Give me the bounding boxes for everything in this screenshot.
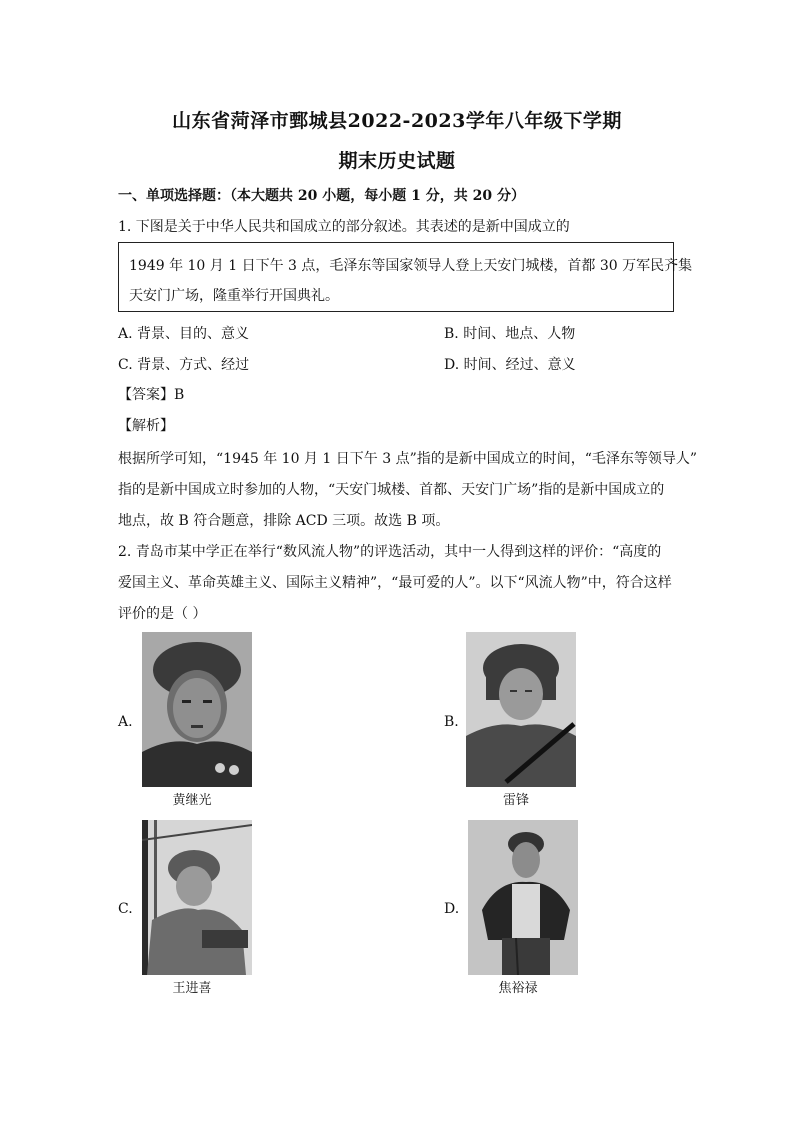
question-1-stem: 1. 下图是关于中华人民共和国成立的部分叙述。其表述的是新中国成立的 <box>118 219 570 235</box>
portrait-photo-a <box>142 632 252 787</box>
analysis-line-2: 指的是新中国成立时参加的人物，“天安门城楼、首都、天安门广场”指的是新中国成立的 <box>118 482 665 498</box>
quote-line-1: 1949 年 10 月 1 日下午 3 点，毛泽东等国家领导人登上天安门城楼，首都 30 万军民齐集 <box>129 258 693 274</box>
choice-a-caption: 黄继光 <box>172 793 212 808</box>
choice-d-letter: D. <box>444 901 460 917</box>
option-c: C. 背景、方式、经过 <box>118 357 250 373</box>
option-b: B. 时间、地点、人物 <box>444 326 576 342</box>
option-d: D. 时间、经过、意义 <box>444 357 576 373</box>
choice-a-letter: A. <box>118 714 133 730</box>
portrait-photo-c <box>142 820 252 975</box>
option-a: A. 背景、目的、意义 <box>118 326 250 342</box>
choice-b-letter: B. <box>444 714 459 730</box>
question-2-stem-3: 评价的是（ ） <box>118 606 207 622</box>
choice-c-caption: 王进喜 <box>172 981 212 996</box>
choice-d-caption: 焦裕禄 <box>498 981 538 996</box>
quote-line-2: 天安门广场，隆重举行开国典礼。 <box>129 288 339 304</box>
analysis-line-3: 地点，故 B 符合题意，排除 ACD 三项。故选 B 项。 <box>118 513 450 529</box>
portrait-photo-d <box>468 820 578 975</box>
answer-label: 【答案】B <box>118 387 185 403</box>
choice-c-letter: C. <box>118 901 133 917</box>
quote-box <box>118 242 693 312</box>
section-heading: 一、单项选择题：（本大题共 20 小题，每小题 1 分，共 20 分） <box>118 188 525 204</box>
analysis-line-1: 根据所学可知，“1945 年 10 月 1 日下午 3 点”指的是新中国成立的时间，“毛泽东等领导人” <box>118 451 698 467</box>
analysis-label: 【解析】 <box>118 418 174 434</box>
question-2-stem-1: 2. 青岛市某中学正在举行“数风流人物”的评选活动，其中一人得到这样的评价：“高度的 <box>118 544 662 560</box>
question-2-stem-2: 爱国主义、革命英雄主义、国际主义精神”，“最可爱的人”。以下“风流人物”中，符合这样 <box>118 575 672 591</box>
portrait-photo-b <box>466 632 576 787</box>
choice-b-caption: 雷锋 <box>502 793 529 808</box>
page-subtitle: 期末历史试题 <box>338 150 456 172</box>
page-title: 山东省菏泽市鄄城县2022-2023学年八年级下学期 <box>172 110 622 132</box>
